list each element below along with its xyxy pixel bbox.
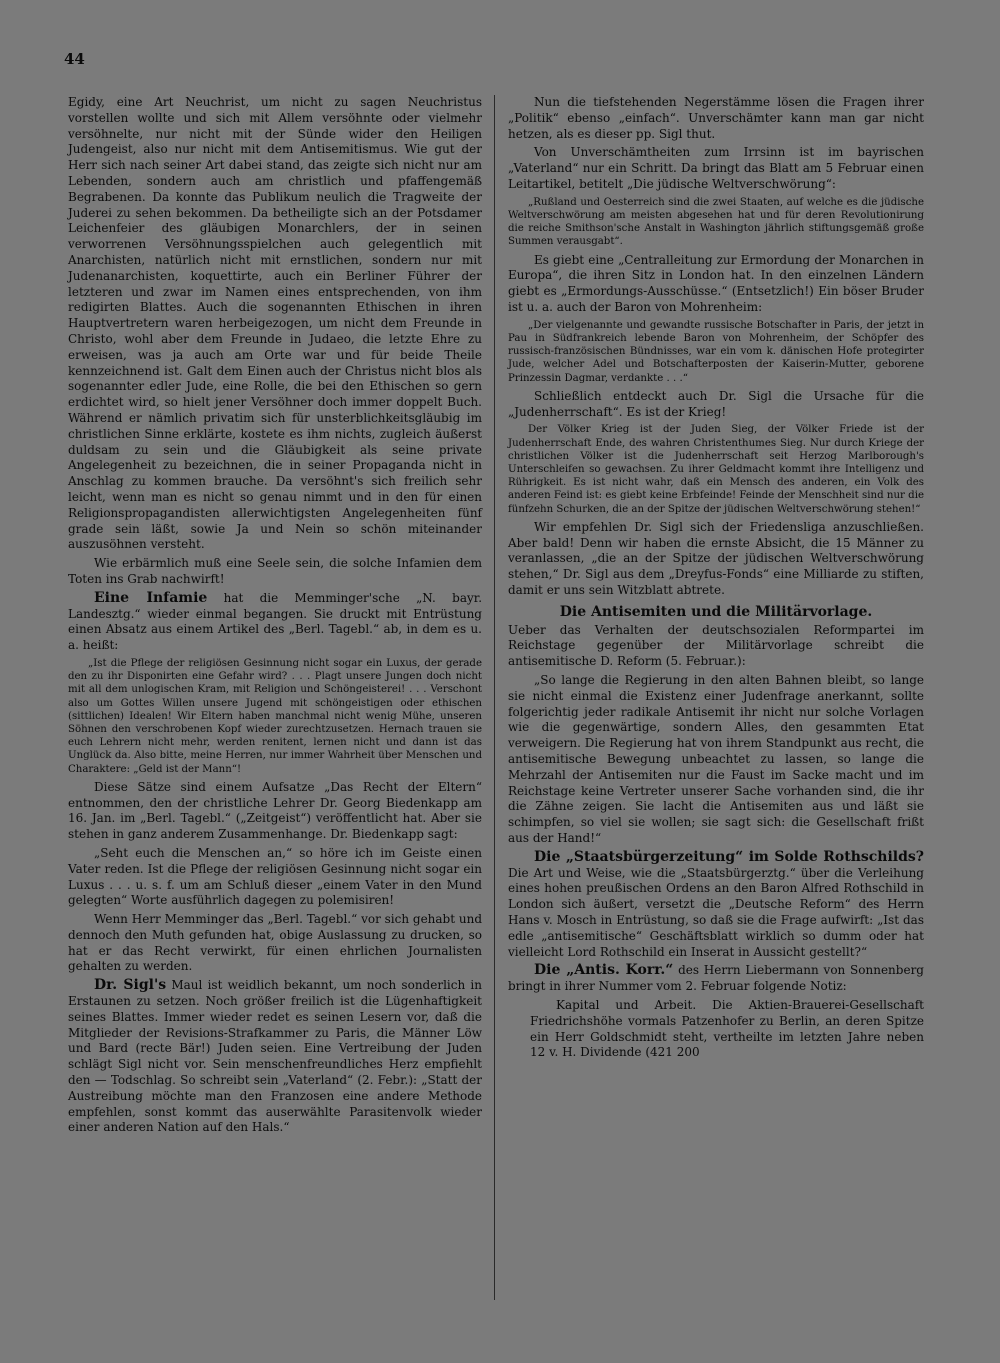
quote-text: „Rußland und Oesterreich sind die zwei Staaten, auf welche es die jüdische Weltverschwörung am meisten abgesehen hat und für deren Revolutionirung die reiche Smithson'sche Anstalt in Washington jährlich stiftungsgemäß große Summen verausgabt“. xyxy=(508,196,924,248)
article-antis-korr xyxy=(508,963,924,995)
paragraph: Kapital und Arbeit. Die Aktien-Brauerei-Gesellschaft Friedrichshöhe vormals Patzenhofer zu Berlin, an deren Spitze ein Herr Goldschmidt steht, vertheilte im letzten Jahre neben 12 v. H. Dividende (421 200 xyxy=(530,997,924,1060)
article-sigl xyxy=(68,978,482,1136)
article-text: hat die Memminger'sche „N. bayr. Landesztg.“ wieder einmal begangen. Sie druckt mit Entrüstung einen Absatz aus einem Artikel des „Berl. Tagebl.“ ab, in dem es u. a. heißt: xyxy=(68,590,483,653)
page-number: 44 xyxy=(64,50,85,68)
article-text: des Herrn Liebermann von Sonnenberg bringt in ihrer Nummer vom 2. Februar folgende Notiz: xyxy=(508,963,924,994)
paragraph: „Seht euch die Menschen an,“ so höre ich im Geiste einen Vater reden. Ist die Pflege der religiösen Gesinnung nicht sogar ein Luxus . . . u. s. f. um am Schluß dieser „einem Vater in den Mund gelegten“ Worte ausführlich dagegen zu polemisiren! xyxy=(68,845,482,908)
left-column xyxy=(68,95,482,1139)
quote-text: „Ist die Pflege der religiösen Gesinnung nicht sogar ein Luxus, der gerade den zu ihr Disponirten eine Gefahr wird? . . . Plagt unsere Jungen doch nicht mit all dem unlogischen Kram, mit Religion und Schöngeisterei! . . . Verschont also um Gottes Willen unsere Jugend mit schöngeistigen oder ethischen (sittlichen) Idealen! Wir Eltern haben manchmal nicht wenig Mühe, unseren Söhnen den verschrobenen Kopf wieder zurechtzusetzen. Hernach trauen sie euch Lehrern nicht mehr, werden renitent, lernen nicht und dann ist das Unglück da. Also bitte, meine Herren, nur immer Wahrheit über Menschen und Charaktere: „Geld ist der Mann“! xyxy=(68,657,482,775)
article-heading: Eine Infamie xyxy=(94,589,208,606)
paragraph: Wenn Herr Memminger das „Berl. Tagebl.“ vor sich gehabt und dennoch den Muth gefunden hat, obige Auslassung zu drucken, so hat er das Recht verwirkt, für einen ehrlichen Journalisten gehalten zu werden. xyxy=(68,912,483,974)
block-quote xyxy=(508,319,924,385)
paragraph: Es giebt eine „Centralleitung zur Ermordung der Monarchen in Europa“, die ihren Sitz in London hat. In den einzelnen Ländern giebt es „Ermordungs-Ausschüsse.“ (Entsetzlich!) Ein böser Bruder ist u. a. auch der Baron von Mohrenheim: xyxy=(508,252,924,314)
block-quote xyxy=(508,423,924,515)
paragraph: Nun die tiefstehenden Negerstämme lösen die Fragen ihrer „Politik“ ebenso „einfach“. Unverschämter kann man gar nicht hetzen, als es dieser pp. Sigl thut. xyxy=(508,95,924,141)
paragraph: Egidy, eine Art Neuchrist, um nicht zu sagen Neuchristus vorstellen wollte und sich mit Allem versöhnte oder vielmehr versöhnelte, nur nicht mit der Sünde wider den Heiligen Judengeist, also nur nicht mit dem Antisemitismus. Wie gut der Herr sich nach seiner Art dabei stand, das zeigte sich nicht nur am Lebenden, sondern auch am christlich und pfaffengemäß Begrabenen. Da konnte das Publikum neulich die Tragweite der Juderei zu sehen bekommen. Da betheiligte sich an der Potsdamer Leichenfeier des gläubigen Monarchlers, der in seinen verworrenen Versöhnungsspielchen auch gelegentlich mit Anarchisten, natürlich nicht mit ernstlichen, sondern nur mit Judenanarchisten, koquettirte, auch ein Berliner Führer der letzteren und zwar im Namen eines entsprechenden, von ihm redigirten Blattes. Auch die sogenannten Ethischen in ihren Hauptvertretern waren herbeigezogen, um nicht dem Freunde in Christo, wohl aber dem Freunde in Judaeo, die letzte Ehre zu erweisen, was ja auch am Orte war und für beide Theile kennzeichnend ist. Galt dem Einen auch der Christus nicht blos als sogenannter edler Jude, eine Rolle, die bei den Ethischen so gern erdichtet wird, so hielt jener Versöhner doch immer doppelt Buch. Während er nämlich privatim sich für unsterblichkeitsgläubig im christlichen Sinne erklärte, kostete es ihm nichts, zugleich äußerst duldsam zu sein und die Gläubigkeit als seine private Angelegenheit zu bezeichnen, die in seiner Propaganda nicht in Anschlag zu kommen brauche. Da versöhnt's sich freilich sehr leicht, wenn man es nicht so genau nimmt und in den für einen Religionspropagandisten allerwichtigsten Angelegenheiten fünf grade sein läßt, sowie Ja und Nein so schön miteinander auszusöhnen versteht. xyxy=(68,95,482,552)
article-heading: Dr. Sigl's xyxy=(94,977,167,994)
quote-text: Der Völker Krieg ist der Juden Sieg, der Völker Friede ist der Judenherrschaft Ende, des wahren Christenthumes Sieg. Nur durch Kriege der christlichen Völker ist die Judenherrschaft seit Herzog Marlborough's Unterschleifen so gewachsen. Zu ihrer Geldmacht kommt ihre Intelligenz und Rührigkeit. Es ist nicht wahr, daß ein Mensch des anderen, ein Volk des anderen Feind ist: es giebt keine Erbfeinde! Feinde der Menschheit sind nur die fünfzehn Schurken, die an der Spitze der jüdischen Weltverschwörung stehen!“ xyxy=(508,424,924,515)
paragraph: Diese Sätze sind einem Aufsatze „Das Recht der Eltern“ entnommen, den der christliche Lehrer Dr. Georg Biedenkapp am 16. Jan. im „Berl. Tagebl.“ („Zeitgeist“) veröffentlicht hat. Aber sie stehen in ganz anderem Zusammenhange. Dr. Biedenkapp sagt: xyxy=(68,779,482,842)
right-column xyxy=(508,95,924,1064)
article-text: Maul ist weidlich bekannt, um noch sonderlich in Erstaunen zu setzen. Noch größer freilich ist die Lügenhaftigkeit seines Blattes. Immer wieder redet es seinen Lesern vor, daß die Mitglieder der Revisions-Strafkammer zu Paris, die Männer Löw und Bard (recte Bär!) Juden seien. Eine Vertreibung der Juden schlägt Sigl nicht vor. Sein menschenfreundliches Herz empfiehlt den — Todschlag. So schreibt sein „Vaterland“ (2. Febr.): „Statt der Austreibung möchte man den Franzosen eine andere Methode empfehlen, sonst kommt das auserwählte Parasitenvolk wieder einer anderen Nation auf den Hals.“ xyxy=(68,978,482,1135)
block-quote xyxy=(68,657,482,776)
article-heading: Die „Staatsbürgerzeitung“ im Solde Rothschilds? xyxy=(534,848,924,865)
article-heading: Die „Antis. Korr.“ xyxy=(534,962,674,979)
paragraph: Wie erbärmlich muß eine Seele sein, die solche Infamien dem Toten ins Grab nachwirft! xyxy=(68,556,482,586)
paragraph: Ueber das Verhalten der deutschsozialen Reformpartei im Reichstage gegenüber der Militärvorlage schreibt die antisemitische D. Reform (5. Februar.): xyxy=(508,622,924,669)
paragraph: Wir empfehlen Dr. Sigl sich der Friedensliga anzuschließen. Aber bald! Denn wir haben die ernste Absicht, die 15 Männer zu veranlassen, „die an der Spitze der jüdischen Weltverschwörung stehen,“ Dr. Sigl aus dem „Dreyfus-Fonds“ eine Milliarde zu stiften, damit er uns sein Witzblatt abtrete. xyxy=(508,519,924,597)
quote-text: „Der vielgenannte und gewandte russische Botschafter in Paris, der jetzt in Pau in Südfrankreich lebende Baron von Mohrenheim, der Schöpfer des russisch-französischen Bündnisses, war ein vom k. dänischen Hofe protegirter Jude, welcher Adel und Botschafterposten der Kaiserin-Mutter, geborene Prinzessin Dagmar, verdankte . . .“ xyxy=(508,319,924,384)
section-heading: Die Antisemiten und die Militärvorlage. xyxy=(559,603,873,620)
paragraph: Schließlich entdeckt auch Dr. Sigl die Ursache für die „Judenherrschaft“. Es ist der Krieg! xyxy=(508,388,924,419)
column-divider xyxy=(494,95,495,1300)
article-infamie xyxy=(68,591,482,654)
article-staatsbuerger xyxy=(508,850,924,961)
block-quote xyxy=(508,196,924,249)
paragraph: Von Unverschämtheiten zum Irrsinn ist im bayrischen „Vaterland“ nur ein Schritt. Da bringt das Blatt am 5 Februar einen Leitartikel, betitelt „Die jüdische Weltverschwörung“: xyxy=(508,145,924,191)
paragraph: „So lange die Regierung in den alten Bahnen bleibt, so lange sie nicht einmal die Existenz einer Judenfrage anerkannt, sollte folgerichtig jeder radikale Antisemit ihr nicht nur solche Vorlagen wie die gegenwärtige, sondern Alles, den gesammten Etat verweigern. Die Regierung hat von ihrem Standpunkt aus recht, die antisemitische Bewegung unbeachtet zu lassen, so lange die Mehrzahl der Antisemiten nur die Faust im Sacke macht und im Reichstage keine Vertreter unserer Sache vorhanden sind, die ihr die Zähne zeigen. Sie lacht die Antisemiten aus und läßt sie schimpfen, so viel sie wollen; sie sagt sich: die Gesellschaft frißt aus der Hand!“ xyxy=(508,672,924,845)
article-text: Die Art und Weise, wie die „Staatsbürgerztg.“ über die Verleihung eines hohen preußischen Ordens an den Baron Alfred Rothschild in London sich äußert, versetzt die „Deutsche Reform“ des Herrn Hans v. Mosch in Entrüstung, so daß sie die Frage aufwirft: „Ist das edle „antisemitische“ Geschäftsblatt wirklich so dumm oder hat vielleicht Lord Rothschild ein Inserat in Aussicht gestellt?“ xyxy=(508,865,924,959)
